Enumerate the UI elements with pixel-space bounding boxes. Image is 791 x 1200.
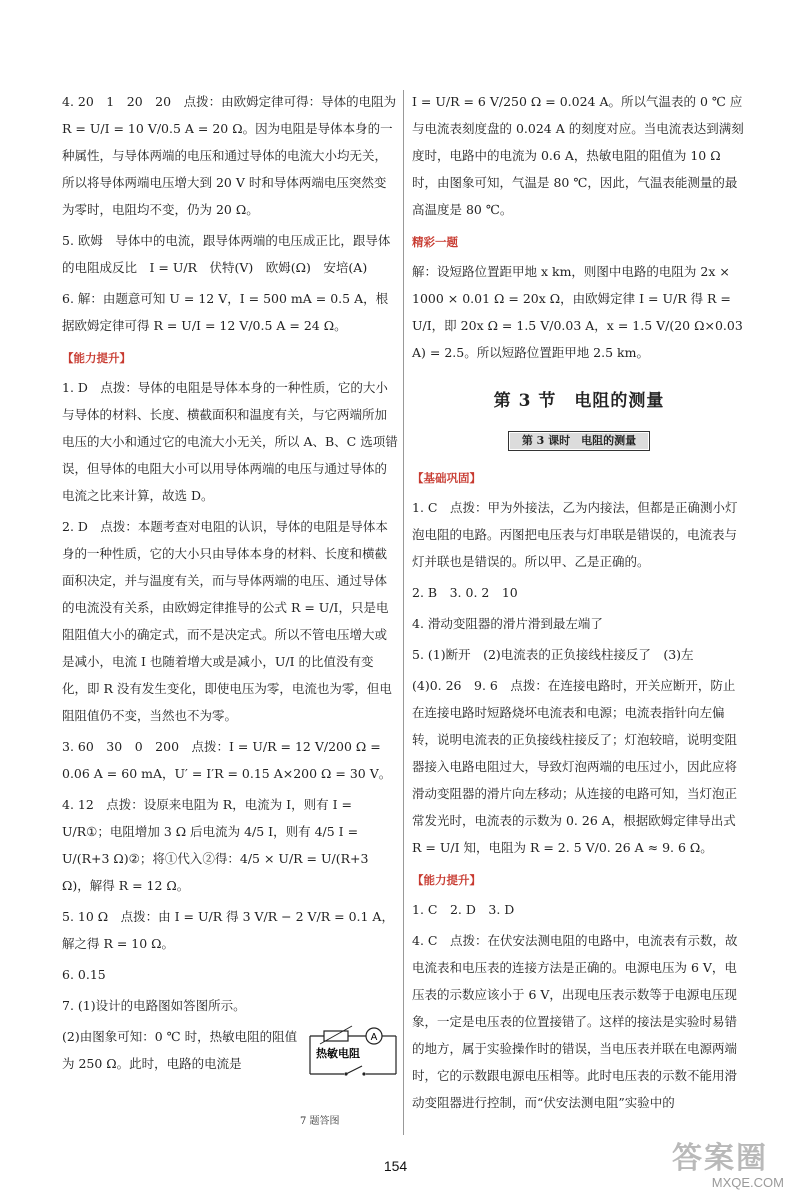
lesson-label xyxy=(508,431,650,451)
answer-6: 6. 解：由题意可知 U = 12 V，I = 500 mA = 0.5 A，根据欧姆定律可得 R = U/I = 12 V/0.5 A = 24 Ω。 xyxy=(62,291,389,333)
basic-answer-5-4: (4)0. 26 9. 6 点拨：在连接电路时，开关应断开，防止在连接电路时短路烧坏电流表和电源；电流表指针向左偏转，说明电流表的正负接线柱接反了；灯泡较暗，说明变阻器接入电路电阻过大，导致灯泡两端的电压过小，因此应将滑动变阻器的滑片向左移动；从连接的电路可知，当灯泡正常发光时，电流表的示数为 0. 26 A，根据欧姆定律导出式 R = U/I 知，电阻为 R = 2. 5 V/0. 26 A ≈ 9. 6 Ω。 xyxy=(412,678,738,855)
basic-answer-5: 5. (1)断开 (2)电流表的正负接线柱接反了 (3)左 xyxy=(412,647,694,662)
ability2-answer-4: 4. C 点拨：在伏安法测电阻的电路中，电流表有示数，故电流表和电压表的连接方法是正确的。电源电压为 6 V，电压表的示数应该小于 6 V，出现电压表示数等于电源电压现象，一定是电压表的位置接错了。这样的接法是实验时易错的地方，属于实验操作时的错误，当电压表并联在电源两端时，它的示数跟电源电压相等。此时电压表的示数不能用滑动变阻器进行控制，而“伏安法测电阻”实验中的 xyxy=(412,933,738,1110)
figure-caption: 7 题答图 xyxy=(300,1116,340,1127)
ability-answer-1: 1. D 点拨：导体的电阻是导体本身的一种性质，它的大小与导体的材料、长度、横截面积和温度有关，与它两端所加电压的大小和通过它的电流大小无关，所以 A、B、C 选项错误，但导体的电阻大小可以用导体两端的电压与通过导体的电流之比来计算，故选 D。 xyxy=(62,380,398,503)
basic-answer-1: 1. C 点拨：甲为外接法，乙为内接法，但都是正确测小灯泡电阻的电路。丙图把电压表与灯串联是错误的，电流表与灯并联也是错误的。所以甲、乙是正确的。 xyxy=(412,500,738,569)
section-title: 第 3 节 电阻的测量 xyxy=(493,391,665,411)
ammeter-label: A xyxy=(370,1032,378,1043)
highlight-heading: 精彩一题 xyxy=(412,235,458,249)
watermark-logo xyxy=(672,1143,784,1195)
highlight-answer: 解：设短路位置距甲地 x km，则图中电路的电阻为 2x × 1000 × 0.01 Ω = 20x Ω，由欧姆定律 I = U/R 得 R = U/I，即 20x Ω = 1.5 V/0.03 A，x = 1.5 V/(20 Ω×0.03 A) = 2.5。所以短路位置距甲地 2.5 km。 xyxy=(412,264,743,360)
basic-answer-2-3: 2. B 3. 0. 2 10 xyxy=(412,585,518,600)
answer-5: 5. 欧姆 导体中的电流，跟导体两端的电压成正比，跟导体的电阻成反比 I = U/R 伏特(V) 欧姆(Ω) 安培(A) xyxy=(62,233,391,275)
answer-4: 4. 20 1 20 20 点拨：由欧姆定律可得：导体的电阻为 R = U/I = 10 V/0.5 A = 20 Ω。因为电阻是导体本身的一种属性，与导体两端的电压和通过导体的电流大小均无关，所以将导体两端电压增大到 20 V 时和导体两端电压突然变为零时，电阻均不变，仍为 20 Ω。 xyxy=(62,94,397,217)
circuit-diagram xyxy=(304,1022,400,1086)
ability-answer-5: 5. 10 Ω 点拨：由 I = U/R 得 3 V/R − 2 V/R = 0.1 A，解之得 R = 10 Ω。 xyxy=(62,909,394,951)
ability-answer-4: 4. 12 点拨：设原来电阻为 R，电流为 I，则有 I = U/R①；电阻增加 3 Ω 后电流为 4/5 I，则有 4/5 I = U/(R+3 Ω)②；将①代入②得：4/5 × U/R = U/(R+3 Ω)，解得 R = 12 Ω。 xyxy=(62,797,369,893)
page-number: 154 xyxy=(383,1158,408,1174)
basic-heading: 【基础巩固】 xyxy=(412,471,481,485)
ability-answer-7-part2: (2)由图象可知：0 ℃ 时，热敏电阻的阻值为 250 Ω。此时，电路的电流是 xyxy=(62,1029,298,1071)
basic-answer-4: 4. 滑动变阻器的滑片滑到最左端了 xyxy=(412,616,603,631)
ability-heading: 【能力提升】 xyxy=(62,351,131,365)
switch-contact xyxy=(362,1072,365,1075)
watermark-url: MXQE.COM xyxy=(711,1175,784,1190)
ability-answer-3: 3. 60 30 0 200 点拨：I = U/R = 12 V/200 Ω = 0.06 A = 60 mA，U′ = I′R = 0.15 A×200 Ω = 30 V。 xyxy=(62,739,392,781)
ability-answer-6: 6. 0.15 xyxy=(62,967,106,982)
switch-blade xyxy=(346,1066,362,1074)
lesson-label-text: 第 3 课时 电阻的测量 xyxy=(510,433,648,449)
ability-answer-2: 2. D 点拨：本题考查对电阻的认识，导体的电阻是导体本身的一种性质，它的大小只由导体本身的材料、长度和横截面积决定，并与温度有关，而与导体两端的电压、通过导体的电流没有关系，由欧姆定律推导的公式 R = U/I，只是电阻阻值大小的确定式，而不是决定式。所以不管电压增大或是减小，电流 I 也随着增大或是减小，U/I 的比值没有变化，即 R 没有发生变化，即使电压为零，电流也为零，但电阻阻值仍不变，当然也不为零。 xyxy=(62,519,392,723)
right-column xyxy=(412,88,746,1120)
ability2-answers-1-3: 1. C 2. D 3. D xyxy=(412,902,515,917)
answer-7-continued: I = U/R = 6 V/250 Ω = 0.024 A。所以气温表的 0 ℃ 应与电流表刻度盘的 0.024 A 的刻度对应。当电流表达到满刻度时，电路中的电流为 0.6 A，热敏电阻的阻值为 10 Ω 时，由图象可知，气温是 80 ℃，因此，气温表能测量的最高温度是 80 ℃。 xyxy=(412,94,744,217)
ability-answer-7-part1: 7. (1)设计的电路图如答图所示。 xyxy=(62,998,246,1013)
column-divider xyxy=(403,90,404,1135)
left-column xyxy=(62,88,398,1081)
circuit-svg xyxy=(304,1022,400,1086)
thermistor-label: 热敏电阻 xyxy=(316,1047,360,1060)
ability-heading-2: 【能力提升】 xyxy=(412,873,481,887)
watermark-main: 答案圈 xyxy=(672,1142,768,1175)
